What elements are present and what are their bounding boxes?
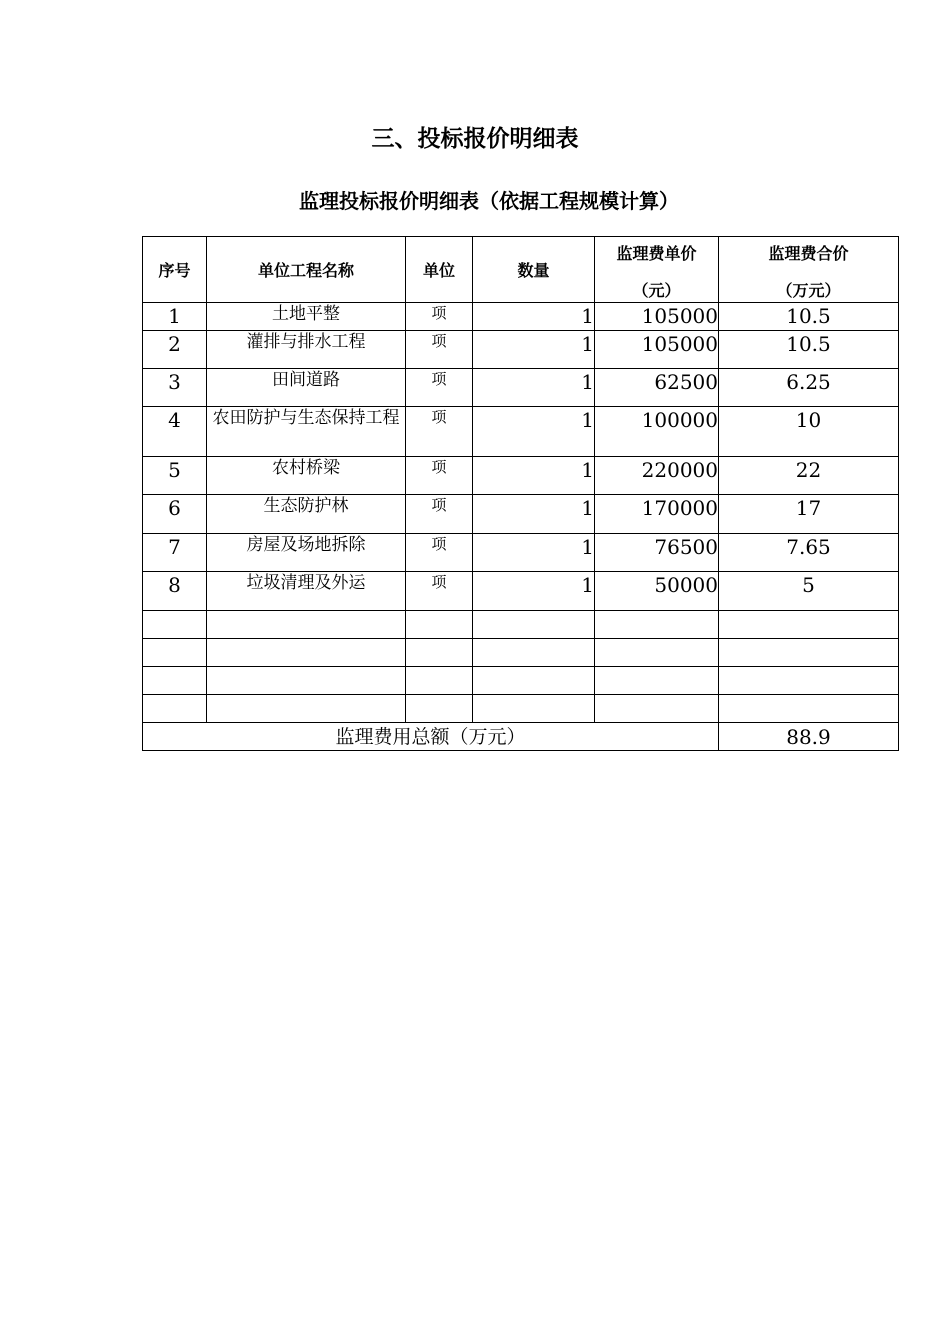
empty-row xyxy=(143,667,899,695)
summary-row xyxy=(143,723,899,751)
empty-cell xyxy=(595,695,719,723)
cell-seq: 2 xyxy=(143,331,207,369)
header-qty: 数量 xyxy=(473,237,595,303)
cell-unit: 项 xyxy=(406,369,473,407)
cell-total: 17 xyxy=(719,495,899,534)
cell-qty: 1 xyxy=(473,407,595,457)
cell-total: 10.5 xyxy=(719,331,899,369)
cell-unit-price: 62500 xyxy=(595,369,719,407)
cell-unit-price: 76500 xyxy=(595,534,719,572)
empty-cell xyxy=(473,611,595,639)
cell-unit-price: 105000 xyxy=(595,331,719,369)
table-row xyxy=(143,331,899,369)
table-row xyxy=(143,572,899,611)
cell-total: 7.65 xyxy=(719,534,899,572)
cell-total: 5 xyxy=(719,572,899,611)
cell-seq: 3 xyxy=(143,369,207,407)
header-unit-price-label: 监理费单价 xyxy=(616,243,697,263)
table-row xyxy=(143,534,899,572)
cell-seq: 7 xyxy=(143,534,207,572)
cell-unit: 项 xyxy=(406,495,473,534)
cell-name: 土地平整 xyxy=(207,303,406,331)
empty-cell xyxy=(143,667,207,695)
header-total-price-label: 监理费合价 xyxy=(768,243,849,263)
cell-seq: 8 xyxy=(143,572,207,611)
empty-cell xyxy=(595,639,719,667)
cell-qty: 1 xyxy=(473,572,595,611)
cell-unit: 项 xyxy=(406,572,473,611)
cell-total: 6.25 xyxy=(719,369,899,407)
cell-unit-price: 220000 xyxy=(595,457,719,495)
cell-unit: 项 xyxy=(406,331,473,369)
cell-name: 农田防护与生态保持工程 xyxy=(207,407,406,457)
bid-price-table xyxy=(142,236,899,751)
cell-unit-price: 50000 xyxy=(595,572,719,611)
empty-cell xyxy=(143,695,207,723)
header-unit: 单位 xyxy=(406,237,473,303)
header-name: 单位工程名称 xyxy=(207,237,406,303)
cell-name: 房屋及场地拆除 xyxy=(207,534,406,572)
table-row xyxy=(143,495,899,534)
cell-unit: 项 xyxy=(406,457,473,495)
empty-cell xyxy=(719,611,899,639)
table-header-row xyxy=(143,237,899,303)
empty-cell xyxy=(595,611,719,639)
cell-name: 灌排与排水工程 xyxy=(207,331,406,369)
cell-total: 10 xyxy=(719,407,899,457)
cell-qty: 1 xyxy=(473,369,595,407)
empty-cell xyxy=(406,695,473,723)
summary-value: 88.9 xyxy=(719,723,899,751)
cell-seq: 5 xyxy=(143,457,207,495)
header-unit-price-unit: （元） xyxy=(632,280,681,300)
cell-name: 田间道路 xyxy=(207,369,406,407)
empty-cell xyxy=(473,639,595,667)
summary-label: 监理费用总额（万元） xyxy=(143,723,719,751)
table-row xyxy=(143,303,899,331)
section-title: 三、投标报价明细表 xyxy=(371,126,579,152)
cell-seq: 1 xyxy=(143,303,207,331)
cell-qty: 1 xyxy=(473,303,595,331)
cell-name: 农村桥梁 xyxy=(207,457,406,495)
empty-cell xyxy=(207,611,406,639)
header-total-price xyxy=(719,237,899,303)
cell-name: 垃圾清理及外运 xyxy=(207,572,406,611)
empty-cell xyxy=(473,667,595,695)
empty-cell xyxy=(719,695,899,723)
cell-qty: 1 xyxy=(473,495,595,534)
cell-qty: 1 xyxy=(473,534,595,572)
table-row xyxy=(143,407,899,457)
empty-row xyxy=(143,611,899,639)
empty-cell xyxy=(595,667,719,695)
header-seq: 序号 xyxy=(143,237,207,303)
empty-cell xyxy=(406,639,473,667)
cell-unit-price: 100000 xyxy=(595,407,719,457)
header-unit-price xyxy=(595,237,719,303)
table-row xyxy=(143,457,899,495)
empty-cell xyxy=(207,639,406,667)
empty-cell xyxy=(143,639,207,667)
empty-cell xyxy=(143,611,207,639)
cell-unit: 项 xyxy=(406,303,473,331)
header-total-price-unit: （万元） xyxy=(776,280,841,300)
empty-cell xyxy=(406,611,473,639)
empty-cell xyxy=(207,667,406,695)
empty-cell xyxy=(207,695,406,723)
empty-row xyxy=(143,639,899,667)
cell-qty: 1 xyxy=(473,457,595,495)
cell-unit-price: 105000 xyxy=(595,303,719,331)
cell-unit-price: 170000 xyxy=(595,495,719,534)
cell-seq: 4 xyxy=(143,407,207,457)
empty-cell xyxy=(719,667,899,695)
cell-qty: 1 xyxy=(473,331,595,369)
cell-total: 22 xyxy=(719,457,899,495)
empty-row xyxy=(143,695,899,723)
cell-total: 10.5 xyxy=(719,303,899,331)
cell-name: 生态防护林 xyxy=(207,495,406,534)
cell-seq: 6 xyxy=(143,495,207,534)
empty-cell xyxy=(719,639,899,667)
cell-unit: 项 xyxy=(406,534,473,572)
table-title: 监理投标报价明细表（依据工程规模计算） xyxy=(299,189,679,213)
table-row xyxy=(143,369,899,407)
cell-unit: 项 xyxy=(406,407,473,457)
empty-cell xyxy=(406,667,473,695)
empty-cell xyxy=(473,695,595,723)
